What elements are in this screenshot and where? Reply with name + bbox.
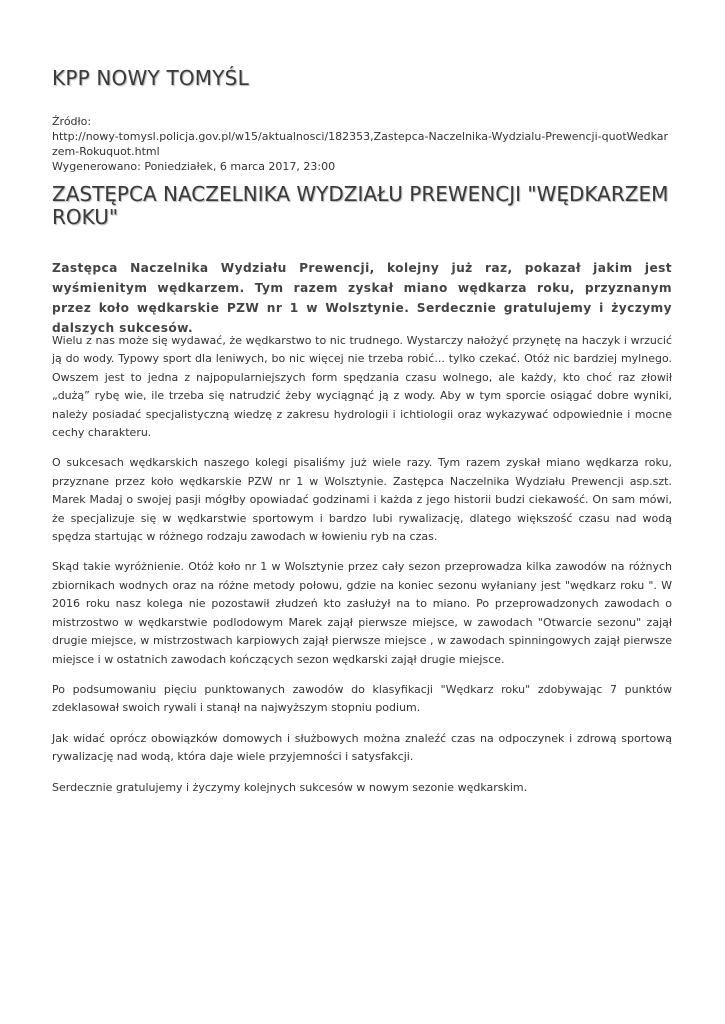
- article-lead: Zastępca Naczelnika Wydziału Prewencji, kolejny już raz, pokazał jakim jest wyśmienitym wędkarzem. Tym razem zyskał miano wędkarza roku, przyznanym przez koło wędkarskie PZW nr 1 w Wolsztynie. Serdecznie gratulujemy i życzymy dalszych sukcesów.: [52, 261, 672, 335]
- article-paragraph: Serdecznie gratulujemy i życzymy kolejnych sukcesów w nowym sezonie wędkarskim.: [52, 780, 528, 794]
- site-title: KPP NOWY TOMYŚL: [52, 66, 249, 90]
- source-url: http://nowy-tomysl.policja.gov.pl/w15/aktualnosci/182353,Zastepca-Naczelnika-Wydzialu-Prewencji-quotWedkarzem-Rokuquot.html: [52, 130, 669, 158]
- document-meta: [52, 114, 672, 174]
- article-paragraph: Skąd takie wyróżnienie. Otóż koło nr 1 w Wolsztynie przez cały sezon przeprowadza kilka zawodów na różnych zbiornikach wodnych oraz na różne metody połowu, gdzie na koniec sezonu wyłaniany jest "wędkarz roku ". W 2016 roku nasz kolega nie pozostawił złudzeń kto zasłużył na to miano. Po przeprowadzonych zawodach o mistrzostwo w wędkarstwie podlodowym Marek zajął pierwsze miejsce, w zawodach "Otwarcie sezonu" zajął drugie miejsce, w mistrzostwach karpiowych zajął pierwsze miejsce , w zawodach spinningowych zajął pierwsze miejsce i w ostatnich zawodach kończących sezon wędkarski zajął drugie miejsce.: [52, 560, 672, 666]
- article-title: ZASTĘPCA NACZELNIKA WYDZIAŁU PREWENCJI "WĘDKARZEM ROKU": [52, 182, 669, 229]
- article-paragraph: O sukcesach wędkarskich naszego kolegi pisaliśmy już wiele razy. Tym razem zyskał miano wędkarza roku, przyznane przez koło wędkarskie PZW nr 1 w Wolsztynie. Zastępca Naczelnika Wydziału Prewencji asp.szt. Marek Madaj o swojej pasji mógłby opowiadać godzinami i każda z jego historii budzi ciekawość. On sam mówi, że specjalizuje się w wędkarstwie sportowym i bardzo lubi rywalizację, dlatego większość czasu nad wodą spędza startując w różnego rodzaju zawodach w łowieniu ryb na czas.: [52, 456, 672, 544]
- generated-date: Wygenerowano: Poniedziałek, 6 marca 2017, 23:00: [52, 160, 336, 173]
- article-paragraph: Wielu z nas może się wydawać, że wędkarstwo to nic trudnego. Wystarczy nałożyć przynętę na haczyk i wrzucić ją do wody. Typowy sport dla leniwych, bo nic więcej nie trzeba robić... tylko czekać. Otóż nic bardziej mylnego. Owszem jest to jedna z najpopularniejszych form spędzania czasu wolnego, ale każdy, kto choć raz złowił „dużą” rybę wie, ile trzeba się natrudzić żeby wyciągnąć ją z wody. Aby w tym sporcie osiągać dobre wyniki, należy posiadać specjalistyczną wiedzę z zakresu hydrologii i ichtiologii oraz wykazywać odpowiednie i mocne cechy charakteru.: [52, 334, 672, 440]
- article-body: [52, 332, 672, 809]
- article-paragraph: Jak widać oprócz obowiązków domowych i służbowych można znaleźć czas na odpoczynek i zdrową sportową rywalizację nad wodą, która daje wiele przyjemności i satysfakcji.: [52, 731, 672, 764]
- source-label: Źródło:: [52, 115, 92, 128]
- article-paragraph: Po podsumowaniu pięciu punktowanych zawodów do klasyfikacji "Wędkarz roku" zdobywając 7 punktów zdeklasował swoich rywali i stanął na najwyższym stopniu podium.: [52, 682, 672, 715]
